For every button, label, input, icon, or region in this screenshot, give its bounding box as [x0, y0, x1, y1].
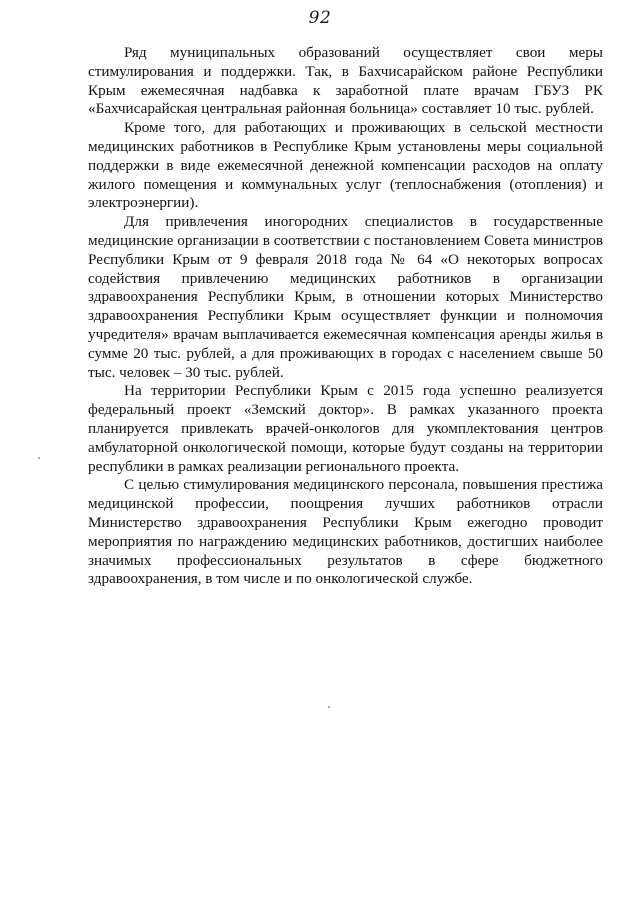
scan-speck — [328, 706, 330, 708]
page-number: 92 — [308, 8, 332, 28]
paragraph-awards: С целью стимулирования медицинского персонала, повышения престижа медицинской профессии, поощрения лучших работников отрасли Министерство здравоохранения Республики Крым ежегодно проводит мероприятия по награждению медицинских работников, достигших наиболее значимых профессиональных результатов в сфере бюджетного здравоохранения, в том числе и по онкологической службе. — [88, 476, 603, 588]
document-body — [88, 44, 603, 589]
paragraph-rural-compensation: Кроме того, для работающих и проживающих в сельской местности медицинских работников в Республике Крым установлены меры социальной поддержки в виде ежемесячной денежной компенсации расходов на оплату жилого помещения и коммунальных услуг (теплоснабжения (отопления) и электроэнергии). — [88, 119, 603, 212]
scan-speck — [38, 457, 40, 459]
paragraph-zemsky-doctor: На территории Республики Крым с 2015 года успешно реализуется федеральный проект «Земский доктор». В рамках указанного проекта планируется привлекать врачей-онкологов для укомплектования центров амбулаторной онкологической помощи, которые будут созданы на территории республики в рамках реализации регионального проекта. — [88, 382, 603, 475]
paragraph-municipal-support: Ряд муниципальных образований осуществляет свои меры стимулирования и поддержки. Так, в Бахчисарайском районе Республики Крым ежемесячная надбавка к заработной плате врачам ГБУЗ РК «Бахчисарайская центральная районная больница» составляет 10 тыс. рублей. — [88, 44, 603, 118]
paragraph-housing-compensation: Для привлечения иногородних специалистов в государственные медицинские организации в соответствии с постановлением Совета министров Республики Крым от 9 февраля 2018 года № 64 «О некоторых вопросах содействия привлечению медицинских работников в организации здравоохранения Республики Крым, в отношении которых Министерство здравоохранения Республики Крым осуществляет функции и полномочия учредителя» врачам выплачивается ежемесячная компенсация аренды жилья в сумме 20 тыс. рублей, а для проживающих в городах с населением свыше 50 тыс. человек – 30 тыс. рублей. — [88, 213, 603, 381]
